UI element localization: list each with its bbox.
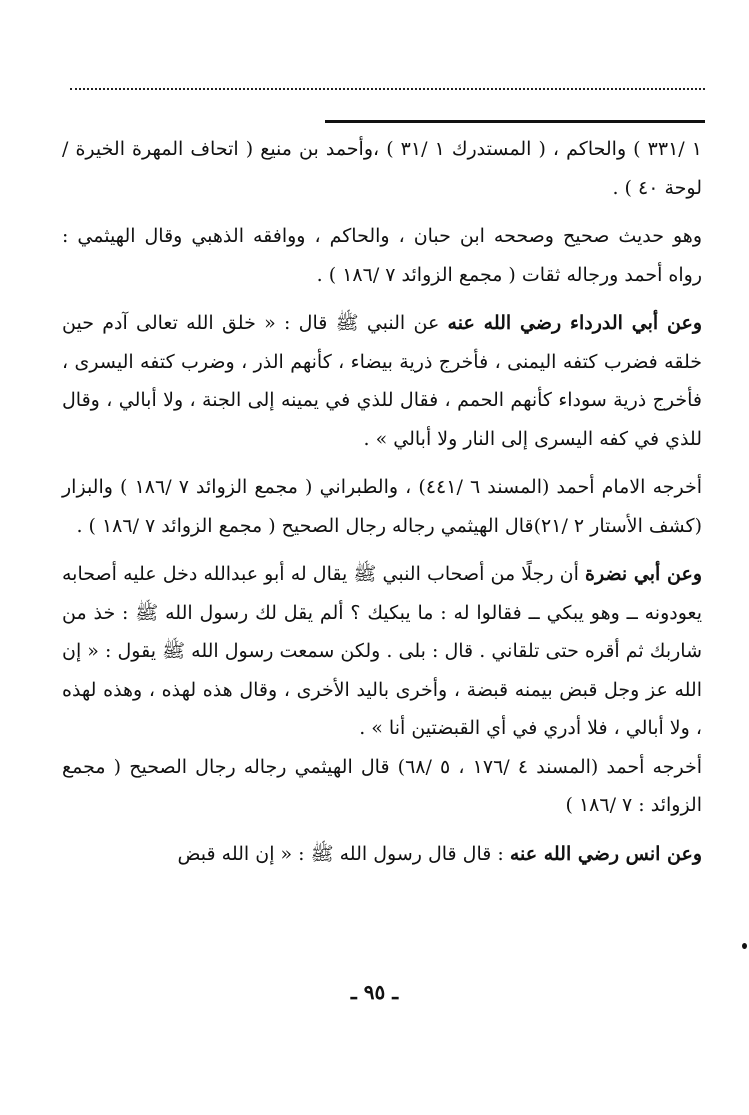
paragraph-hadith-abu-nadra (62, 555, 702, 748)
paragraph-text: أخرجه الامام أحمد (المسند ٦ /٤٤١) ، والطبراني ( مجمع الزوائد ٧ /١٨٦ ) والبزار (كشف الأستار ٢ /٢١)قال الهيثمي رجاله رجال الصحيح ( مجمع الزوائد ٧ /١٨٦ ) . (62, 476, 703, 537)
paragraph-grading (62, 217, 702, 294)
paragraph-text: عن النبي ﷺ قال : « خلق الله تعالى آدم حين خلقه فضرب كتفه اليمنى ، فأخرج ذرية بيضاء ، كأنهم الذر ، وضرب كتفه اليسرى ، فأخرج ذرية سوداء كأنهم الحمم ، فقال للذي في يمينه إلى الجنة ، ولا أبالي ، وقال للذي في كفه اليسرى إلى النار ولا أبالي » . (62, 312, 702, 450)
paragraph-text: وهو حديث صحيح وصححه ابن حبان ، والحاكم ، ووافقه الذهبي وقال الهيثمي : رواه أحمد ورجاله ثقات ( مجمع الزوائد ٧ /١٨٦ ) . (62, 225, 702, 286)
narrator-heading: وعن أبي الدرداء رضي الله عنه (447, 312, 702, 334)
footnote-rule (325, 120, 705, 123)
paragraph-text: : قال قال رسول الله ﷺ : « إن الله قبض (177, 842, 510, 865)
page-body (62, 130, 702, 873)
paragraph-takhrij-1 (62, 468, 702, 545)
paragraph-text: ١ /٣٣١ ) والحاكم ، ( المستدرك ١ /٣١ ) ،وأحمد بن منيع ( اتحاف المهرة الخيرة / لوحة ٤٠ ) . (62, 138, 702, 199)
scan-edge-mark (742, 943, 747, 949)
narrator-heading: وعن انس رضي الله عنه (509, 842, 702, 865)
paragraph-text: أن رجلًا من أصحاب النبي ﷺ يقال له أبو عبدالله دخل عليه أصحابه يعودونه ــ وهو يبكي ــ فقالوا له : ما يبكيك ؟ ألم يقل لك رسول الله ﷺ : خذ من شاربك ثم أقره حتى تلقاني . قال : بلى . ولكن سمعت رسول الله ﷺ يقول : « إن الله عز وجل قبض بيمنه قبضة ، وأخرى باليد الأخرى ، وقال هذه لهذه ، وهذه لهذه ، ولا أبالي ، فلا أدري في أي القبضتين أنا » . (62, 563, 702, 739)
paragraph-takhrij-2 (62, 748, 702, 825)
paragraph-continuation (62, 130, 702, 207)
paragraph-hadith-anas (62, 835, 702, 874)
paragraph-text: أخرجه أحمد (المسند ٤ /١٧٦ ، ٥ /٦٨) قال الهيثمي رجاله رجال الصحيح ( مجمع الزوائد : ٧ /١٨٦ ) (62, 755, 702, 816)
dotted-separator (70, 88, 705, 90)
paragraph-hadith-abu-darda (62, 304, 702, 458)
narrator-heading: وعن أبي نضرة (585, 563, 703, 585)
page-number: ـ ٩٥ ـ (350, 980, 399, 1004)
